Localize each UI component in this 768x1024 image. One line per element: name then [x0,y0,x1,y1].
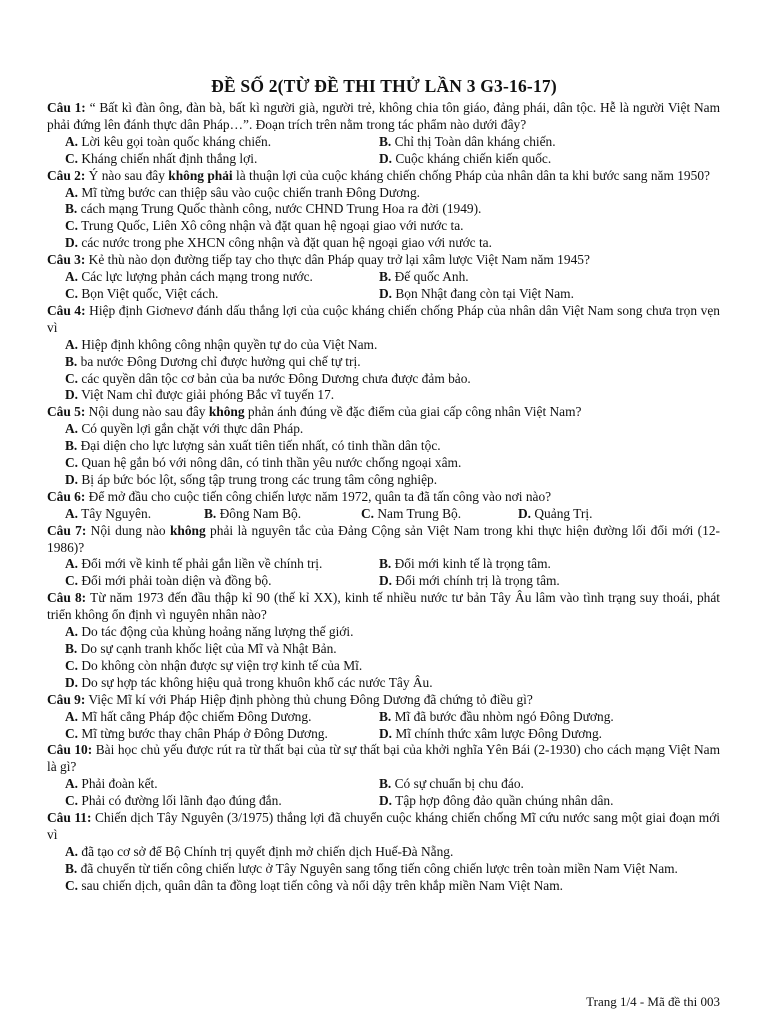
option-a[interactable] [47,624,720,641]
option-letter: C. [65,285,79,301]
option-c[interactable] [47,573,379,590]
options-row [47,556,720,573]
option-letter: A. [65,336,79,352]
option-letter: A. [65,624,79,640]
option-d[interactable] [379,286,720,303]
question-7 [47,523,720,591]
option-a[interactable] [47,421,720,438]
question-10 [47,742,720,810]
exam-title: ĐỀ SỐ 2(TỪ ĐỀ THI THỬ LẦN 3 G3-16-17) [211,76,557,96]
question-text: Bài học chủ yếu được rút ra từ thất bại của từ sự thất bại của khởi nghĩa Yên Bái (2-1930) cho cách mạng Việt Nam là gì? [47,742,720,775]
option-letter: B. [379,776,392,792]
option-letter: B. [379,269,392,285]
option-text: Do tác động của khủng hoảng năng lượng thế giới. [78,624,354,640]
option-a[interactable] [47,506,204,523]
option-letter: C. [65,877,79,893]
option-text: Đổi mới kinh tế là trọng tâm. [391,556,551,572]
option-letter: A. [65,184,79,200]
option-text: Mĩ từng bước can thiệp sâu vào cuộc chiến tranh Đông Dương. [78,184,421,200]
option-letter: B. [65,353,78,369]
option-c[interactable] [47,286,379,303]
option-c[interactable] [47,455,720,472]
question-text: phản ánh đúng về đặc điểm của giai cấp công nhân Việt Nam? [244,404,582,420]
question-text: Việc Mĩ kí với Pháp Hiệp định phòng thủ chung Đông Dương đã chứng tỏ điều gì? [85,691,533,707]
question-stem [47,303,720,337]
options-row [47,726,720,743]
option-text: Mĩ từng bước thay chân Pháp ở Đông Dương. [78,725,328,741]
option-text: Quảng Trị. [531,505,593,521]
option-letter: D. [379,150,393,166]
question-number: Câu 8: [47,590,87,606]
options-row [47,151,720,168]
option-text: Do không còn nhận được sự viện trợ kinh tế của Mĩ. [78,657,363,673]
option-letter: A. [65,776,79,792]
option-letter: C. [65,455,79,471]
question-11 [47,810,720,895]
question-number: Câu 9: [47,691,86,707]
question-text: Ý nào sau đây [85,167,169,183]
option-letter: C. [65,218,79,234]
question-stem [47,692,720,709]
option-letter: A. [65,843,79,859]
option-a[interactable] [47,844,720,861]
option-text: Do sự hợp tác không hiệu quả trong khuôn khổ các nước Tây Âu. [78,674,433,690]
option-text: Đổi mới phải toàn diện và đồng bộ. [78,573,272,589]
question-5 [47,404,720,489]
option-letter: B. [65,201,78,217]
option-letter: C. [65,150,79,166]
options-row [47,269,720,286]
option-text: Có quyền lợi gắn chặt với thực dân Pháp. [78,421,304,437]
option-letter: D. [65,387,79,403]
option-b[interactable] [379,776,720,793]
option-b[interactable] [379,269,720,286]
option-text: các nước trong phe XHCN công nhận và đặt quan hệ ngoại giao với nước ta. [78,235,492,251]
option-text: Mĩ hất cẳng Pháp độc chiếm Đông Dương. [78,708,312,724]
option-a[interactable] [47,709,379,726]
option-text: đã chuyển từ tiến công chiến lược ở Tây Nguyên sang tổng tiến công chiến lược trên toàn miền Nam Việt Nam. [77,860,678,876]
option-letter: A. [65,421,79,437]
option-text: Tây Nguyên. [78,505,152,521]
question-stem [47,404,720,421]
option-text: Phải đoàn kết. [78,776,158,792]
options-row [47,776,720,793]
option-letter: A. [65,708,79,724]
option-d[interactable] [379,793,720,810]
option-a[interactable] [47,269,379,286]
question-3 [47,252,720,303]
option-c[interactable] [47,726,379,743]
question-text: Kẻ thù nào dọn đường tiếp tay cho thực dân Pháp quay trở lại xâm lược Việt Nam năm 1945? [85,252,590,268]
option-letter: D. [379,793,393,809]
option-text: Đông Nam Bộ. [216,505,302,521]
question-stem [47,100,720,134]
option-text: Lời kêu gọi toàn quốc kháng chiến. [78,133,272,149]
options-row [47,134,720,151]
option-c[interactable] [361,506,518,523]
option-text: sau chiến dịch, quân dân ta đồng loạt tiến công và nổi dậy trên khắp miền Nam Việt Nam. [78,877,564,893]
question-number: Câu 11: [47,810,92,826]
option-letter: B. [379,708,392,724]
question-text: là thuận lợi của cuộc kháng chiến chống Pháp của nhân dân ta khi bước sang năm 1950? [232,167,710,183]
option-letter: D. [379,725,393,741]
option-b[interactable] [204,506,361,523]
option-b[interactable] [379,556,720,573]
options-row [47,506,720,523]
option-text: Hiệp định không công nhận quyền tự do của Việt Nam. [78,336,378,352]
option-text: Nam Trung Bộ. [374,505,462,521]
question-text: Chiến dịch Tây Nguyên (3/1975) thắng lợi đã chuyển cuộc kháng chiến chống Mĩ cứu nước sang một giai đoạn mới vì [47,810,720,842]
option-text: Đổi mới về kinh tế phải gắn liền về chính trị. [78,556,323,572]
option-d[interactable] [47,235,720,252]
question-2 [47,168,720,253]
option-b[interactable] [47,354,720,371]
question-6 [47,489,720,523]
question-keyword: không [208,404,245,420]
option-b[interactable] [379,709,720,726]
question-number: Câu 10: [47,742,93,758]
options-row [47,793,720,810]
option-a[interactable] [47,337,720,354]
option-text: Việt Nam chỉ được giải phóng Bắc vĩ tuyến 17. [78,387,335,403]
option-letter: C. [65,370,79,386]
question-stem [47,489,720,506]
option-letter: B. [379,133,392,149]
option-b[interactable] [47,641,720,658]
question-stem [47,590,720,624]
option-letter: C. [65,725,79,741]
option-letter: B. [204,505,217,521]
option-c[interactable] [47,658,720,675]
option-text: Đại diện cho lực lượng sản xuất tiên tiến nhất, có tinh thần dân tộc. [77,438,441,454]
option-text: Bị áp bức bóc lột, sống tập trung trong các trung tâm công nghiệp. [78,471,438,487]
option-letter: C. [65,657,79,673]
option-letter: D. [518,505,532,521]
option-text: Kháng chiến nhất định thắng lợi. [78,150,258,166]
option-text: Phải có đường lối lãnh đạo đúng đắn. [78,793,282,809]
option-b[interactable] [47,201,720,218]
option-text: Bọn Nhật đang còn tại Việt Nam. [392,285,574,301]
question-number: Câu 2: [47,167,86,183]
option-text: Tập hợp đông đảo quần chúng nhân dân. [392,793,614,809]
options-row [47,573,720,590]
option-letter: B. [65,438,78,454]
option-text: Có sự chuẩn bị chu đáo. [391,776,524,792]
question-keyword: không phải [168,167,233,183]
option-letter: B. [379,556,392,572]
question-stem [47,810,720,844]
question-8 [47,590,720,691]
option-d[interactable] [518,506,675,523]
option-text: Mĩ chính thức xâm lược Đông Dương. [392,725,603,741]
option-letter: C. [65,793,79,809]
option-c[interactable] [47,218,720,235]
option-letter: D. [379,285,393,301]
question-number: Câu 1: [47,100,86,115]
question-stem [47,168,720,185]
option-text: Đế quốc Anh. [391,269,469,285]
question-4 [47,303,720,404]
option-text: Trung Quốc, Liên Xô công nhận và đặt quan hệ ngoại giao với nước ta. [78,218,464,234]
question-number: Câu 6: [47,488,86,504]
option-letter: A. [65,133,79,149]
option-d[interactable] [379,151,720,168]
option-c[interactable] [47,878,720,895]
option-letter: A. [65,269,79,285]
option-b[interactable] [379,134,720,151]
option-letter: B. [65,641,78,656]
page-footer: Trang 1/4 - Mã đề thi 003 [586,994,720,1009]
option-text: các quyền dân tộc cơ bản của ba nước Đông Dương chưa được đảm bảo. [78,370,471,386]
option-letter: C. [65,573,79,589]
question-text: Hiệp định Giơnevơ đánh dấu thắng lợi của cuộc kháng chiến chống Pháp của nhân dân Việt Nam song chưa trọn vẹn vì [47,302,720,335]
option-d[interactable] [47,387,720,404]
option-a[interactable] [47,134,379,151]
option-text: đã tạo cơ sở để Bộ Chính trị quyết định mở chiến dịch Huế-Đà Nẵng. [78,843,454,859]
option-text: Bọn Việt quốc, Việt cách. [78,285,219,301]
option-c[interactable] [47,793,379,810]
options-row [47,286,720,303]
question-text: “ Bất kì đàn ông, đàn bà, bất kì người già, người trẻ, không chia tôn giáo, đảng phái, dân tộc. Hễ là người Việt Nam phải đứng lên đánh thực dân Pháp…”. Đoạn trích trên nằm trong tác phẩm nào dưới đây? [47,100,720,132]
option-a[interactable] [47,776,379,793]
option-text: Các lực lượng phản cách mạng trong nước. [78,269,313,285]
question-list [47,100,720,895]
option-d[interactable] [379,573,720,590]
question-stem [47,252,720,269]
option-letter: D. [65,674,79,690]
option-text: Chỉ thị Toàn dân kháng chiến. [391,133,556,149]
question-number: Câu 4: [47,302,86,318]
option-letter: A. [65,556,79,572]
option-c[interactable] [47,371,720,388]
question-text: Nội dung nào [86,522,170,538]
option-a[interactable] [47,556,379,573]
question-number: Câu 5: [47,404,86,420]
option-text: cách mạng Trung Quốc thành công, nước CHND Trung Hoa ra đời (1949). [77,201,482,217]
options-row [47,709,720,726]
option-text: Cuộc kháng chiến kiến quốc. [392,150,552,166]
option-d[interactable] [47,472,720,489]
question-9 [47,692,720,743]
option-c[interactable] [47,151,379,168]
option-d[interactable] [379,726,720,743]
option-text: Quan hệ gắn bó với nông dân, có tinh thần yêu nước chống ngoại xâm. [78,455,462,471]
option-letter: A. [65,505,79,521]
question-text: Nội dung nào sau đây [85,404,209,420]
option-b[interactable] [47,438,720,455]
question-1 [47,100,720,168]
option-letter: D. [65,235,79,251]
question-text: Để mở đầu cho cuộc tiến công chiến lược năm 1972, quân ta đã tấn công vào nơi nào? [85,488,552,504]
question-text: phải là nguyên tắc của Đảng Cộng sản Việt Nam trong khi thực hiện đường lối đổi mới (12-1986)? [47,522,720,555]
question-text: Từ năm 1973 đến đầu thập kỉ 90 (thế kỉ XX), kinh tế nhiều nước tư bản Tây Âu lâm vào tình trạng suy thoái, phát triển không ổn định vì nguyên nhân nào? [47,590,720,623]
option-text: ba nước Đông Dương chỉ được hưởng qui chế tự trị. [77,353,361,369]
question-stem [47,523,720,557]
question-stem [47,742,720,776]
option-text: Do sự cạnh tranh khốc liệt của Mĩ và Nhật Bản. [77,641,337,656]
option-text: Đổi mới chính trị là trọng tâm. [392,573,560,589]
option-d[interactable] [47,675,720,692]
option-b[interactable] [47,861,720,878]
question-number: Câu 3: [47,252,86,268]
option-letter: B. [65,860,78,876]
option-text: Mĩ đã bước đầu nhòm ngó Đông Dương. [391,708,614,724]
question-keyword: không [169,522,206,538]
option-letter: C. [361,505,375,521]
option-letter: D. [379,573,393,589]
option-a[interactable] [47,185,720,202]
option-letter: D. [65,471,79,487]
question-number: Câu 7: [47,522,87,538]
